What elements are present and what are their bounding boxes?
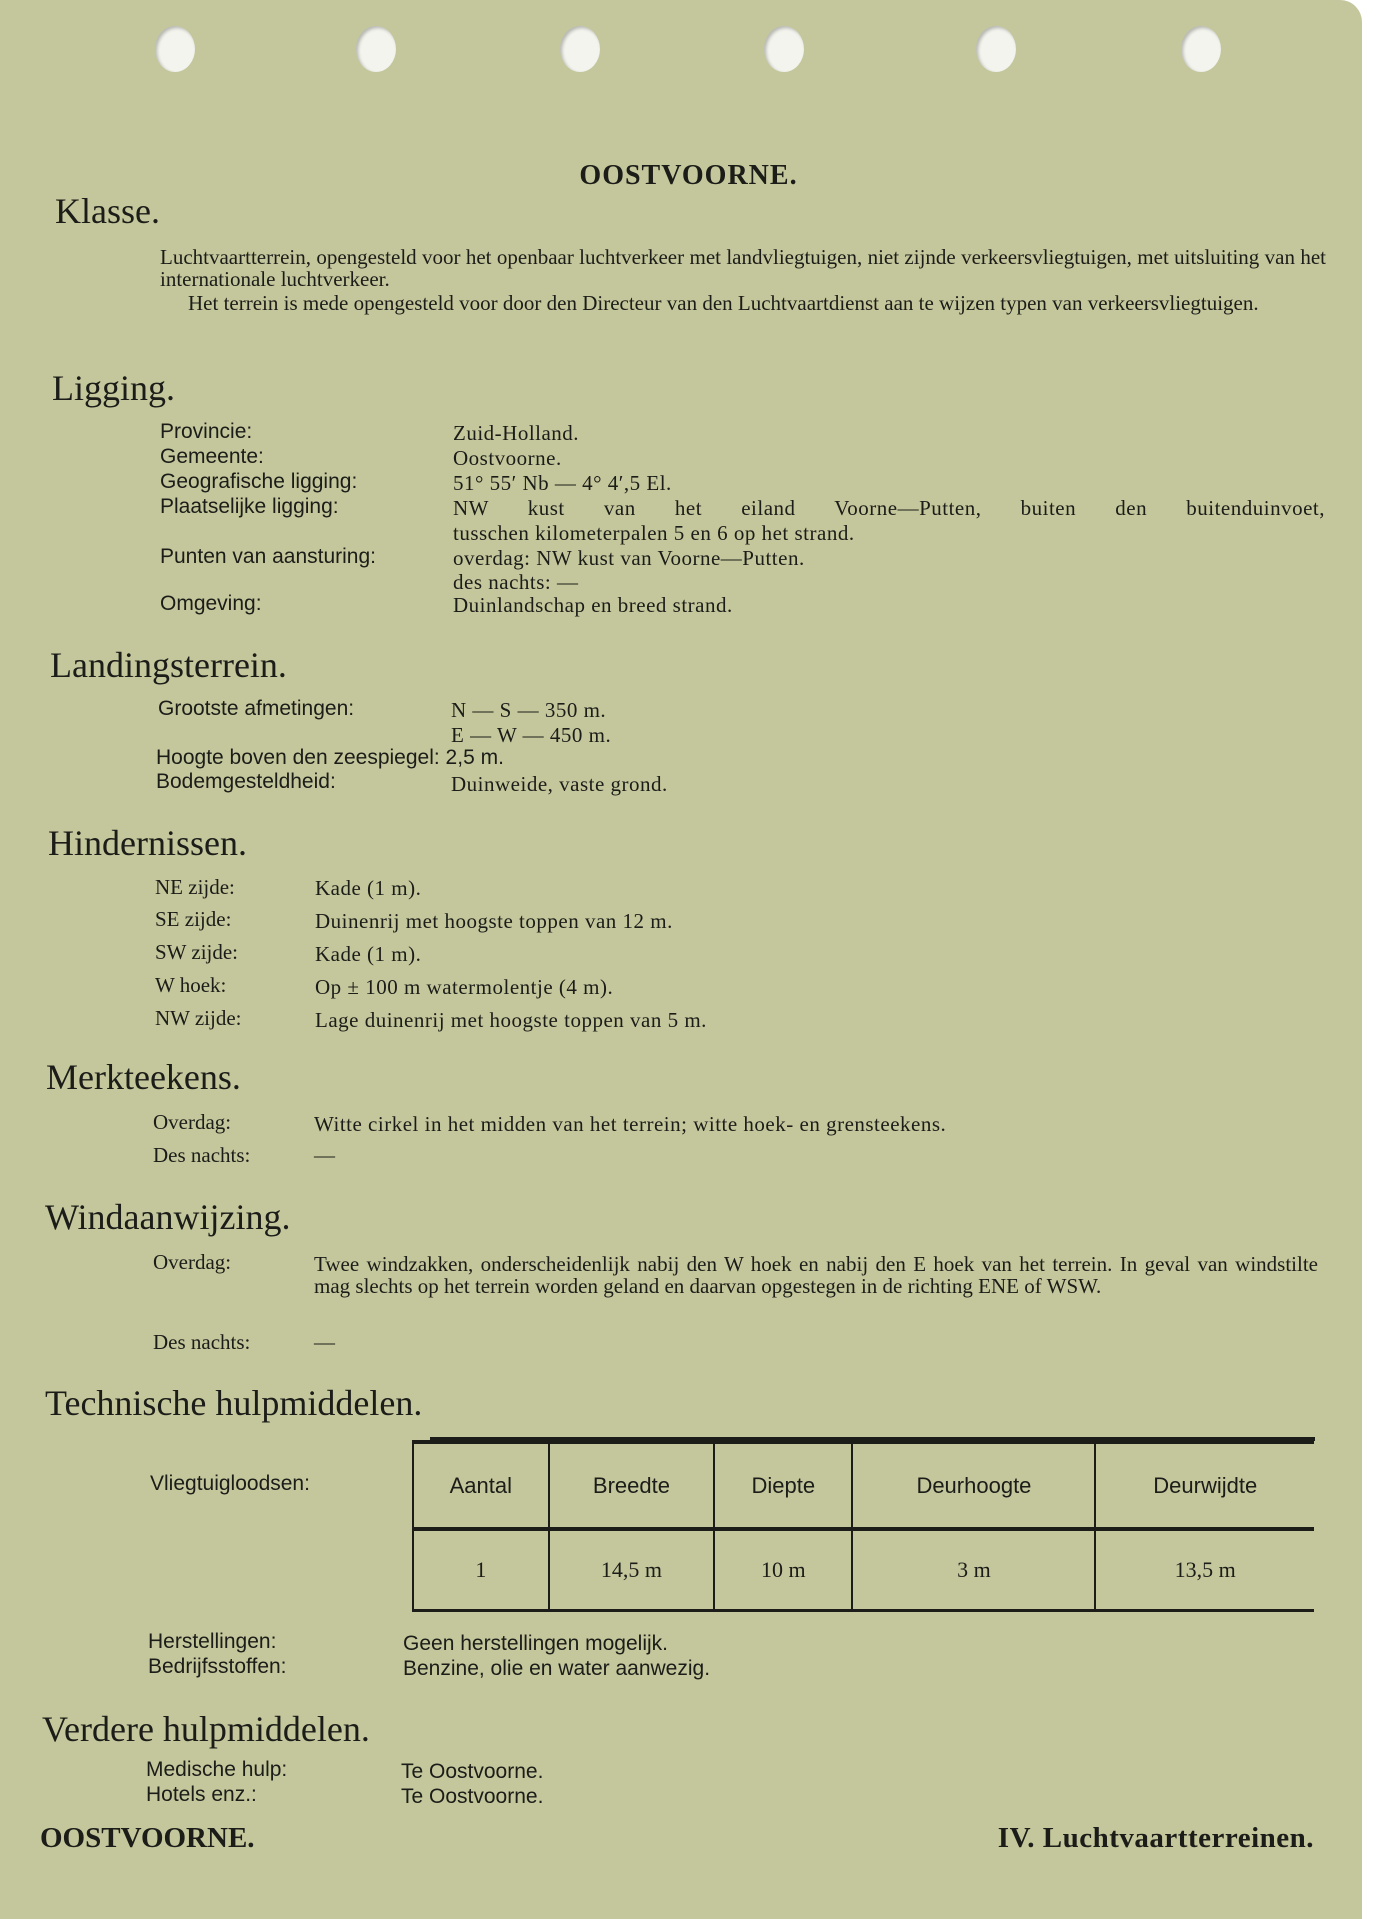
vliegtuigloodsen-label: Vliegtuigloodsen: — [150, 1472, 310, 1495]
hoogte-line: Hoogte boven den zeespiegel: 2,5 m. — [156, 746, 504, 769]
table-header: Breedte — [549, 1442, 715, 1529]
ligging-value: NW kust van het eiland Voorne—Putten, buiten den buitenduinvoet, — [453, 496, 1325, 520]
ligging-value: Oostvoorne. — [453, 446, 562, 470]
hotels-value: Te Oostvoorne. — [401, 1785, 544, 1808]
punch-hole — [1181, 26, 1221, 72]
klasse-para-2: Het terrein is mede opengesteld voor door den Directeur van den Luchtvaartdienst aan te wijzen typen van verkeersvliegtuigen. — [188, 291, 1259, 315]
table-cell: 10 m — [714, 1529, 852, 1610]
wind-overdag-label: Overdag: — [153, 1250, 232, 1274]
table-cell: 13,5 m — [1095, 1529, 1314, 1610]
ligging-label: Provincie: — [160, 420, 253, 443]
heading-landingsterrein: Landingsterrein. — [50, 645, 287, 685]
afmetingen-value-ns: N — S — 350 m. — [451, 698, 607, 722]
hinder-value: Kade (1 m). — [315, 876, 422, 900]
ligging-value: 51° 55′ Nb — 4° 4′,5 El. — [453, 471, 672, 495]
wind-nachts-label: Des nachts: — [153, 1330, 251, 1354]
table-cell: 14,5 m — [549, 1529, 715, 1610]
wind-overdag-value: Twee windzakken, onderscheidenlijk nabij den W hoek en nabij den E hoek van het terrein. In geval van windstilte mag slechts op het terrein worden geland en daarvan opgestegen in de richting ENE of WSW. — [314, 1252, 1318, 1298]
heading-klasse: Klasse. — [55, 191, 160, 231]
merk-nachts-value: — — [314, 1143, 336, 1167]
ligging-value: overdag: NW kust van Voorne—Putten. — [453, 546, 805, 570]
heading-ligging: Ligging. — [52, 368, 175, 408]
hinder-label: SE zijde: — [155, 907, 232, 931]
ligging-value: Zuid-Holland. — [453, 421, 580, 445]
medische-hulp-value: Te Oostvoorne. — [401, 1760, 544, 1783]
ligging-label: Plaatselijke ligging: — [160, 495, 339, 518]
herstellingen-label: Herstellingen: — [148, 1630, 277, 1653]
ligging-value: des nachts: — — [453, 570, 579, 594]
table-header: Deurhoogte — [852, 1442, 1095, 1529]
heading-merkteekens: Merkteekens. — [46, 1057, 241, 1097]
herstellingen-value: Geen herstellingen mogelijk. — [403, 1632, 668, 1655]
punch-hole — [976, 26, 1016, 72]
table-cell: 3 m — [852, 1529, 1095, 1610]
klasse-para-1: Luchtvaartterrein, opengesteld voor het openbaar luchtverkeer met landvliegtuigen, niet zijnde verkeersvliegtuigen, met uitsluiting van het internationale luchtverkeer. — [160, 245, 1326, 291]
table-row — [413, 1529, 1314, 1610]
punch-hole — [356, 26, 396, 72]
hinder-value: Op ± 100 m watermolentje (4 m). — [315, 975, 614, 999]
heading-windaanwijzing: Windaanwijzing. — [45, 1197, 291, 1237]
bedrijfsstoffen-value: Benzine, olie en water aanwezig. — [403, 1657, 711, 1680]
wind-nachts-value: — — [314, 1330, 336, 1354]
heading-hindernissen: Hindernissen. — [48, 823, 247, 863]
bodem-value: Duinweide, vaste grond. — [451, 772, 668, 796]
heading-technische-hulpmiddelen: Technische hulpmiddelen. — [45, 1383, 423, 1423]
hinder-label: SW zijde: — [155, 940, 239, 964]
hangar-table — [412, 1440, 1314, 1612]
afmetingen-label: Grootste afmetingen: — [158, 697, 355, 720]
table-header: Aantal — [413, 1442, 549, 1529]
ligging-value: Duinlandschap en breed strand. — [453, 593, 733, 617]
hinder-label: NE zijde: — [155, 875, 235, 899]
medische-hulp-label: Medische hulp: — [146, 1758, 288, 1781]
hinder-label: W hoek: — [155, 973, 227, 997]
merk-overdag-value: Witte cirkel in het midden van het terrein; witte hoek- en grensteekens. — [314, 1112, 947, 1136]
bedrijfsstoffen-label: Bedrijfsstoffen: — [148, 1655, 287, 1678]
punch-hole — [155, 26, 195, 72]
ligging-label: Gemeente: — [160, 445, 264, 468]
merk-nachts-label: Des nachts: — [153, 1143, 251, 1167]
footer-right: IV. Luchtvaartterreinen. — [997, 1822, 1314, 1854]
table-cell: 1 — [413, 1529, 549, 1610]
hinder-label: NW zijde: — [155, 1006, 242, 1030]
hinder-value: Kade (1 m). — [315, 942, 422, 966]
heading-verdere-hulpmiddelen: Verdere hulpmiddelen. — [42, 1709, 370, 1749]
ligging-label: Punten van aansturing: — [160, 545, 376, 568]
hinder-value: Duinenrij met hoogste toppen van 12 m. — [315, 909, 673, 933]
punch-hole — [560, 26, 600, 72]
table-header: Deurwijdte — [1095, 1442, 1314, 1529]
ligging-label: Geografische ligging: — [160, 470, 358, 493]
ligging-value: tusschen kilometerpalen 5 en 6 op het strand. — [453, 521, 855, 545]
hinder-value: Lage duinenrij met hoogste toppen van 5 m. — [315, 1008, 707, 1032]
ligging-label: Omgeving: — [160, 592, 262, 615]
table-header: Diepte — [714, 1442, 852, 1529]
afmetingen-value-ew: E — W — 450 m. — [451, 723, 612, 747]
merk-overdag-label: Overdag: — [153, 1110, 232, 1134]
page-title: OOSTVOORNE. — [579, 160, 798, 191]
hotels-label: Hotels enz.: — [146, 1783, 257, 1806]
punch-hole — [764, 26, 804, 72]
bodem-label: Bodemgesteldheid: — [156, 770, 336, 793]
footer-left: OOSTVOORNE. — [40, 1822, 255, 1854]
